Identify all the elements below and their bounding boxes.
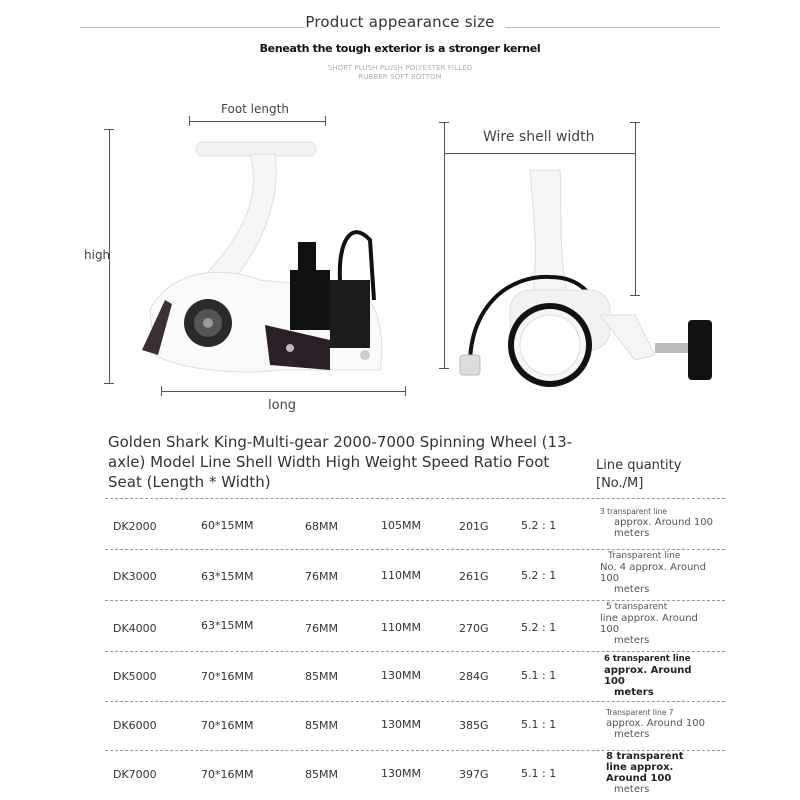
weight-cell: 261G — [459, 570, 489, 583]
weight-cell: 270G — [459, 622, 489, 635]
table-divider — [105, 651, 725, 652]
high-cell: 110MM — [381, 569, 421, 582]
foot-seat-cell: 70*16MM — [201, 768, 254, 781]
line-quantity-cell — [600, 551, 715, 595]
shell-width-cell: 85MM — [305, 768, 338, 781]
table-divider — [105, 498, 725, 499]
line-quantity-cell — [600, 506, 715, 539]
wire-shell-width-left-line — [444, 122, 445, 369]
foot-seat-cell: 60*15MM — [201, 519, 254, 532]
long-label: long — [268, 398, 297, 413]
model-cell: DK7000 — [113, 768, 157, 781]
table-row — [0, 551, 800, 597]
model-cell: DK2000 — [113, 520, 157, 533]
line-quantity-header-line2: [No./M] — [596, 476, 644, 491]
ratio-cell: 5.1 : 1 — [521, 767, 557, 780]
ratio-cell: 5.1 : 1 — [521, 669, 557, 682]
foot-seat-cell: 63*15MM — [201, 619, 254, 632]
table-row — [0, 653, 800, 699]
table-divider — [105, 549, 725, 550]
lq-line-a: 5 transparent — [606, 602, 668, 612]
foot-length-dimension-line — [189, 121, 326, 122]
ratio-cell: 5.2 : 1 — [521, 519, 557, 532]
lq-line-a: 3 transparent line — [600, 507, 667, 516]
line-quantity-header-line1: Line quantity — [596, 458, 682, 473]
shell-width-cell: 68MM — [305, 520, 338, 533]
high-cell: 130MM — [381, 718, 421, 731]
lq-line-c: meters — [614, 635, 650, 646]
shell-width-cell: 76MM — [305, 570, 338, 583]
dimension-tick — [439, 368, 449, 369]
reel-side-view-image — [130, 130, 410, 390]
weight-cell: 284G — [459, 670, 489, 683]
dimension-tick — [189, 116, 190, 126]
table-row — [0, 752, 800, 798]
spec-table-heading: Golden Shark King-Multi-gear 2000-7000 Spinning Wheel (13-axle) Model Line Shell Width High Weight Speed Ratio Foot Seat (Length * Width) — [108, 433, 573, 491]
dimension-tick — [439, 122, 449, 123]
wire-shell-width-label: Wire shell width — [483, 129, 595, 145]
dimension-tick — [104, 383, 114, 384]
line-quantity-cell — [600, 602, 715, 646]
lq-line-b: approx. Around 100 — [614, 517, 713, 528]
high-cell: 105MM — [381, 519, 421, 532]
lq-line-c: meters — [614, 528, 650, 539]
shell-width-cell: 85MM — [305, 719, 338, 732]
lq-line-b: line approx. Around 100 — [606, 762, 674, 784]
line-quantity-cell — [600, 751, 715, 795]
table-divider — [105, 600, 725, 601]
shell-width-cell: 76MM — [305, 622, 338, 635]
lq-line-b: approx. Around 100 — [606, 718, 705, 729]
high-cell: 130MM — [381, 767, 421, 780]
shell-width-cell: 85MM — [305, 670, 338, 683]
model-cell: DK6000 — [113, 719, 157, 732]
lq-line-a: Transparent line 7 — [606, 708, 674, 717]
lq-line-c: meters — [614, 584, 650, 595]
lq-line-b: approx. Around 100 — [604, 665, 692, 687]
high-cell: 130MM — [381, 669, 421, 682]
weight-cell: 201G — [459, 520, 489, 533]
material-note-line2: RUBBER SOFT BOTTOM — [358, 73, 442, 81]
dimension-tick — [630, 122, 640, 123]
table-row — [0, 703, 800, 749]
lq-line-a: 6 transparent line — [604, 654, 691, 664]
foot-seat-cell: 70*16MM — [201, 670, 254, 683]
foot-seat-cell: 63*15MM — [201, 570, 254, 583]
weight-cell: 397G — [459, 768, 489, 781]
high-cell: 110MM — [381, 621, 421, 634]
wire-shell-width-dimension-line — [444, 153, 636, 154]
line-quantity-header — [596, 457, 681, 493]
foot-seat-cell: 70*16MM — [201, 719, 254, 732]
reel-front-view-image — [450, 165, 730, 395]
lq-line-c: meters — [614, 729, 650, 740]
lq-line-a: Transparent line — [608, 551, 681, 561]
lq-line-b: line approx. Around 100 — [600, 613, 698, 635]
model-cell: DK5000 — [113, 670, 157, 683]
page-title: Product appearance size — [305, 13, 495, 31]
dimension-tick — [104, 129, 114, 130]
line-quantity-cell — [600, 707, 715, 740]
lq-line-c: meters — [614, 784, 650, 795]
ratio-cell: 5.1 : 1 — [521, 718, 557, 731]
line-quantity-cell — [600, 654, 715, 698]
table-divider — [105, 701, 725, 702]
page-subtitle: Beneath the tough exterior is a stronger kernel — [259, 42, 541, 55]
model-cell: DK4000 — [113, 622, 157, 635]
high-label: high — [84, 248, 111, 262]
ratio-cell: 5.2 : 1 — [521, 569, 557, 582]
material-note-line1: SHORT PLUSH PLUSH POLYESTER FILLED — [327, 64, 473, 72]
foot-length-label: Foot length — [221, 102, 289, 116]
table-row — [0, 500, 800, 546]
model-cell: DK3000 — [113, 570, 157, 583]
weight-cell: 385G — [459, 719, 489, 732]
dimension-tick — [325, 116, 326, 126]
lq-line-a: 8 transparent — [606, 751, 684, 762]
lq-line-c: meters — [614, 687, 654, 698]
lq-line-b: No. 4 approx. Around 100 — [600, 562, 706, 584]
table-row — [0, 602, 800, 648]
ratio-cell: 5.2 : 1 — [521, 621, 557, 634]
long-dimension-line — [161, 391, 406, 392]
